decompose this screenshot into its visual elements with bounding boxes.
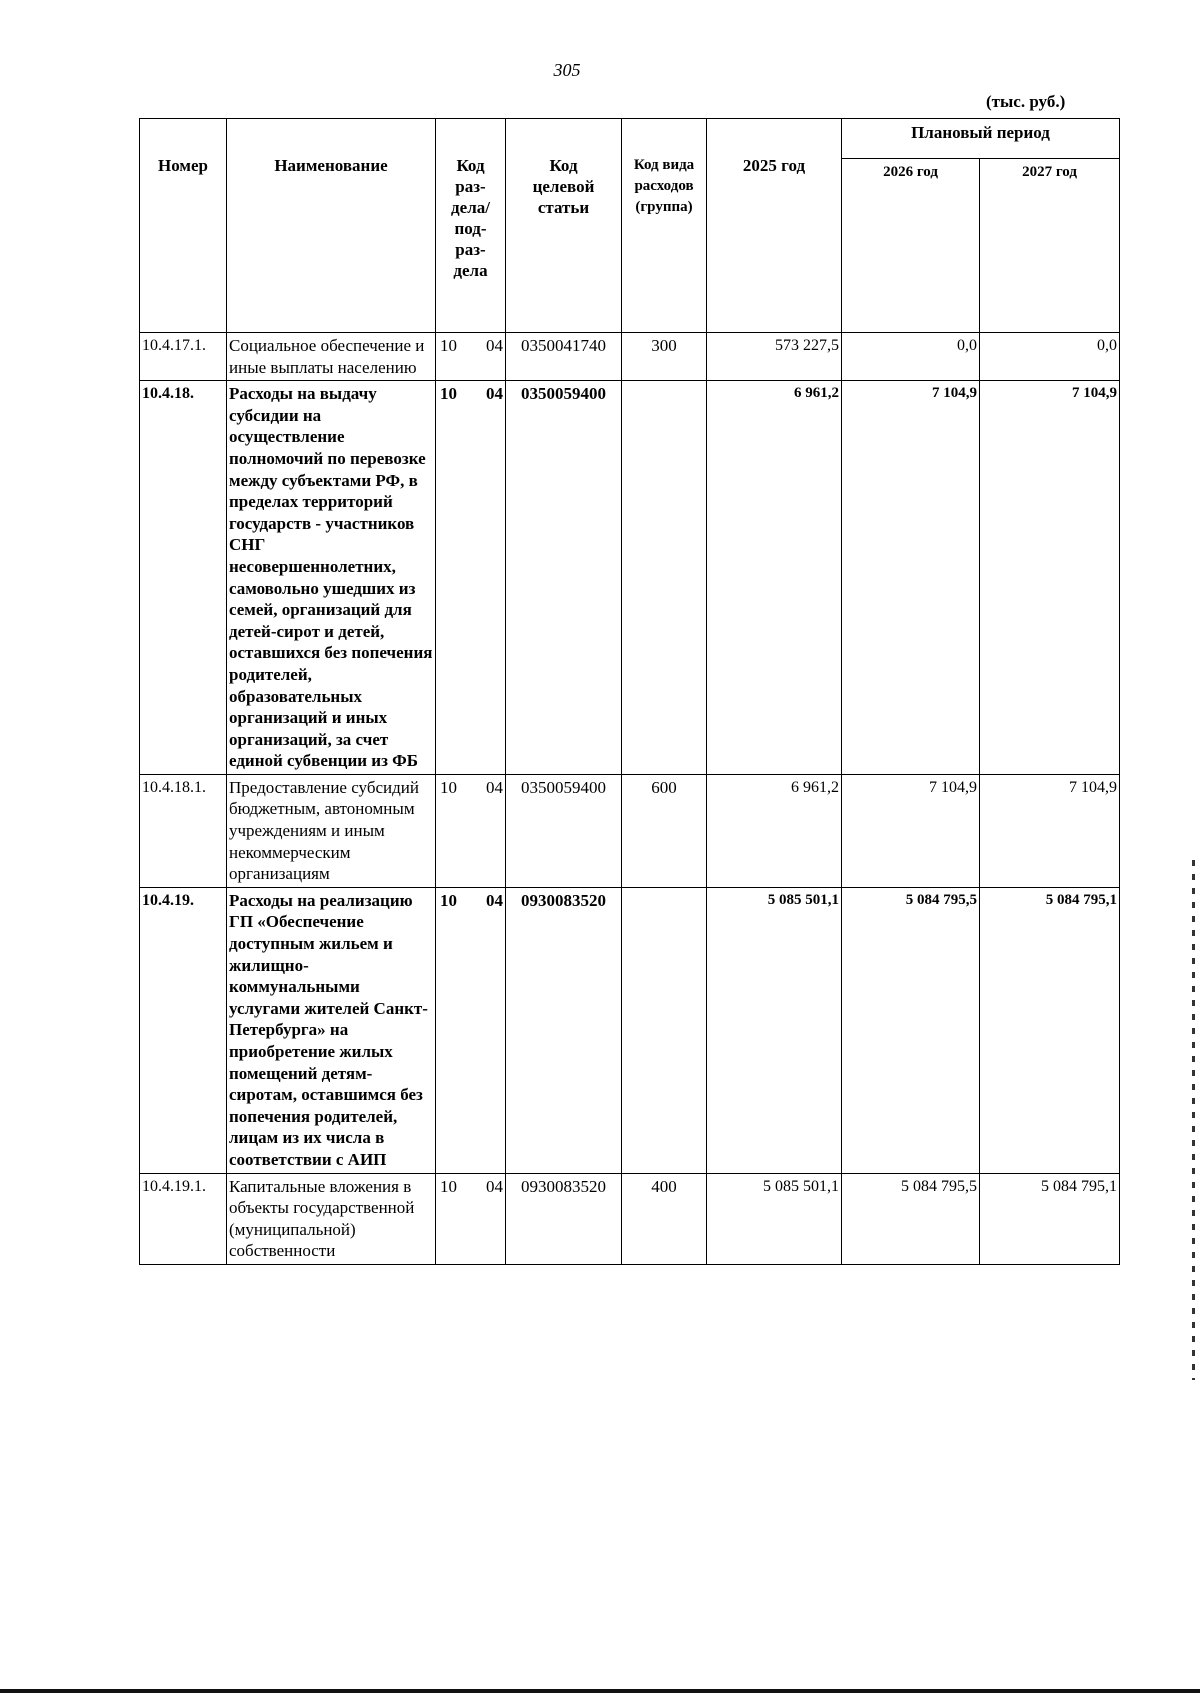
row-section: 10: [440, 336, 457, 355]
row-year-2025: 573 227,5: [707, 333, 842, 381]
header-target-code-text: Код целевой статьи: [532, 156, 595, 217]
header-expense-type: Код вида расходов (группа): [622, 119, 707, 333]
row-expense-type: [622, 887, 707, 1173]
row-expense-type: 400: [622, 1173, 707, 1264]
row-name: Расходы на выдачу субсидии на осуществление полномочий по перевозке между субъектами РФ, в пределах территорий государств - участников СНГ несовершеннолетних, самовольно ушедших из семей, организаций для детей-сирот и детей, оставшихся без попечения родителей, образовательных организаций и иных организаций, за счет единой субвенции из ФБ: [227, 381, 436, 775]
row-number: 10.4.17.1.: [140, 333, 227, 381]
edge-scan-marks: [1192, 860, 1195, 1380]
units-label: (тыс. руб.): [986, 92, 1066, 111]
row-expense-type: 600: [622, 774, 707, 887]
row-section-code: [436, 887, 506, 1173]
row-target-code: 0930083520: [506, 1173, 622, 1264]
row-section: 10: [440, 777, 457, 797]
table-row: [140, 381, 1120, 775]
row-target-code: 0350041740: [506, 333, 622, 381]
row-number: 10.4.18.1.: [140, 774, 227, 887]
row-section-code: [436, 1173, 506, 1264]
row-target-code: 0350059400: [506, 381, 622, 775]
row-number: 10.4.18.: [140, 381, 227, 775]
row-section-code: [436, 381, 506, 775]
row-year-2027: 7 104,9: [980, 774, 1120, 887]
header-section-code: [436, 119, 506, 333]
table-body: [140, 333, 1120, 1265]
row-subsection: 04: [486, 777, 503, 797]
row-name: Расходы на реализацию ГП «Обеспечение доступным жильем и жилищно-коммунальными услугами жителей Санкт-Петербурга» на приобретение жилых помещений детям-сиротам, оставшимся без попечения родителей, лицам из их числа в соответствии с АИП: [227, 887, 436, 1173]
row-year-2025: 5 085 501,1: [707, 1173, 842, 1264]
row-section: 10: [440, 890, 457, 910]
row-year-2026: 5 084 795,5: [842, 887, 980, 1173]
header-name: Наименование: [227, 119, 436, 333]
header-year-2025: 2025 год: [707, 119, 842, 333]
table-row: [140, 1173, 1120, 1264]
row-year-2025: 6 961,2: [707, 381, 842, 775]
header-year-2026: 2026 год: [842, 159, 980, 333]
row-number: 10.4.19.1.: [140, 1173, 227, 1264]
row-subsection: 04: [486, 384, 503, 404]
header-target-code: [506, 119, 622, 333]
row-target-code: 0350059400: [506, 774, 622, 887]
row-year-2027: 5 084 795,1: [980, 1173, 1120, 1264]
table-row: [140, 774, 1120, 887]
row-year-2025: 5 085 501,1: [707, 887, 842, 1173]
header-planned-period: Плановый период: [842, 119, 1120, 159]
row-name: Социальное обеспечение и иные выплаты населению: [227, 333, 436, 381]
row-year-2025: 6 961,2: [707, 774, 842, 887]
row-name: Капитальные вложения в объекты государственной (муниципальной) собственности: [227, 1173, 436, 1264]
row-year-2027: 7 104,9: [980, 381, 1120, 775]
row-year-2026: 7 104,9: [842, 381, 980, 775]
row-section: 10: [440, 1176, 457, 1196]
table-row: [140, 333, 1120, 381]
header-section-code-text: Код раз-дела/ под-раз-дела: [451, 156, 490, 280]
header-number: Номер: [140, 119, 227, 333]
header-year-2027: 2027 год: [980, 159, 1120, 333]
page-number: 305: [553, 60, 581, 80]
row-number: 10.4.19.: [140, 887, 227, 1173]
row-section-code: [436, 333, 506, 381]
header-row: [140, 119, 1120, 159]
row-subsection: 04: [486, 1176, 503, 1196]
row-subsection: 04: [486, 890, 503, 910]
row-year-2026: 5 084 795,5: [842, 1173, 980, 1264]
row-year-2026: 0,0: [842, 333, 980, 381]
row-year-2026: 7 104,9: [842, 774, 980, 887]
row-target-code: 0930083520: [506, 887, 622, 1173]
row-subsection: 04: [486, 336, 503, 355]
row-section-code: [436, 774, 506, 887]
bottom-rule: [0, 1689, 1200, 1693]
row-expense-type: [622, 381, 707, 775]
row-year-2027: 5 084 795,1: [980, 887, 1120, 1173]
row-name: Предоставление субсидий бюджетным, автономным учреждениям и иным некоммерческим организациям: [227, 774, 436, 887]
budget-table: [139, 118, 1120, 1265]
row-section: 10: [440, 384, 457, 404]
row-expense-type: 300: [622, 333, 707, 381]
row-year-2027: 0,0: [980, 333, 1120, 381]
table-row: [140, 887, 1120, 1173]
